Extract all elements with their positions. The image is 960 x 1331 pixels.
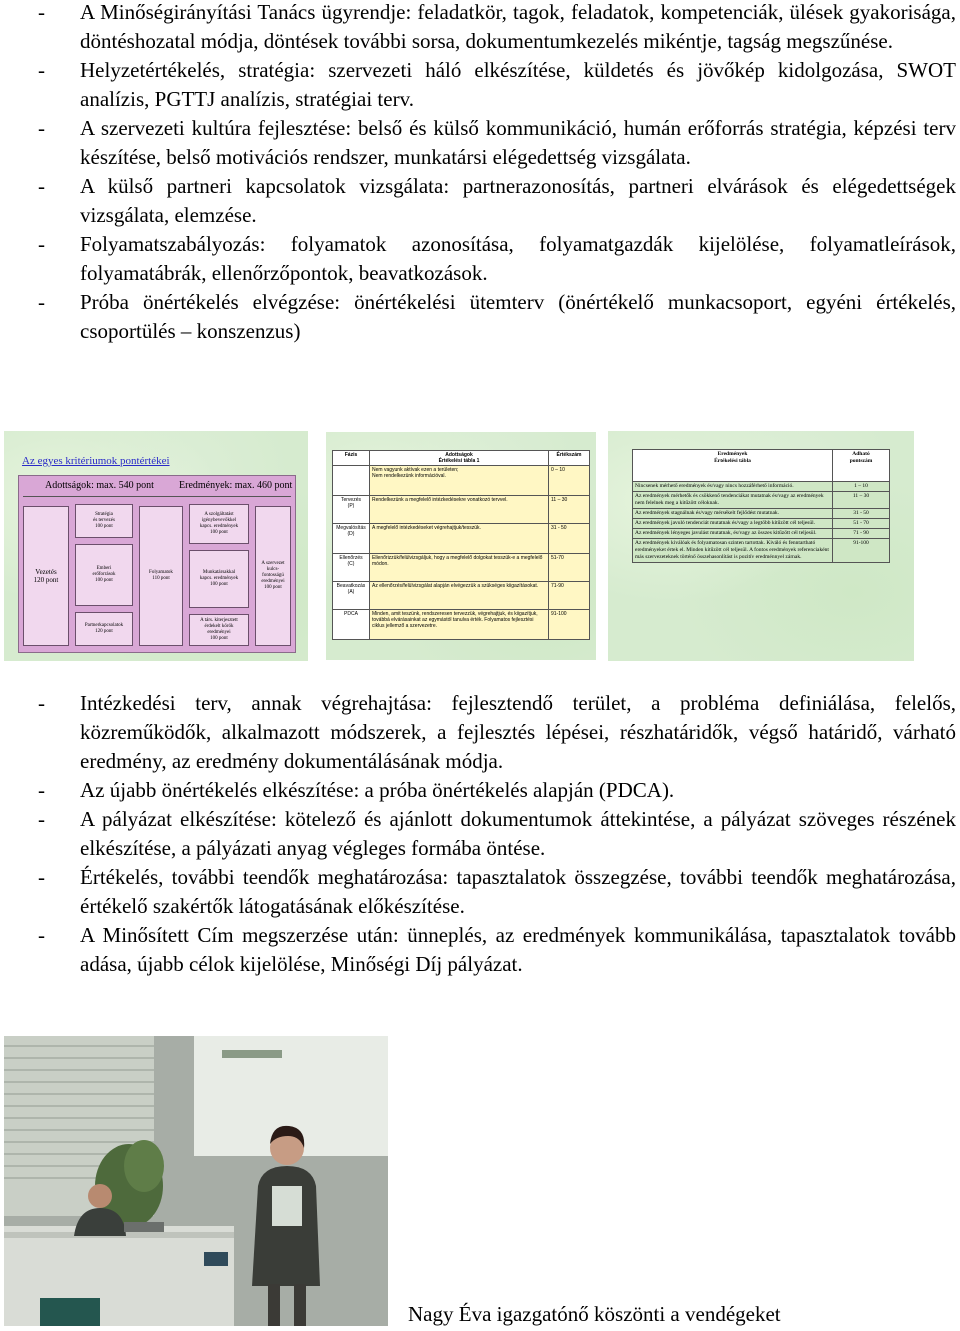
list-item: - Intézkedési terv, annak végrehajtása: fejlesztendő terület, a probléma definiálása, felelős, közreműködők, alkalmazott módszerek, a fejlesztés lépései, részhatáridők, végső határidő, várható eredmény, az eredmény dokumentálásának módja. (38, 691, 956, 773)
list-item: - A Minősített Cím megszerzése után: ünneplés, az eredmények kommunikálása, tapasztalatok tovább adása, újabb célok kijelölése, Minőségi Díj pályázat. (38, 923, 956, 976)
criterion-box: Vezetés 120 pont (23, 506, 69, 646)
list-item: - A külső partneri kapcsolatok vizsgálata: partnerazonosítás, partneri elvárások és elégedettségek vizsgálata, elemzése. (38, 174, 956, 227)
dash-marker: - (38, 691, 45, 715)
table-row: Megvalósítás (D) A megfelelő intézkedéseket végrehajtjuk/tesszük. 31 - 50 (333, 524, 590, 554)
dash-marker: - (38, 778, 45, 802)
list-item: - Helyzetértékelés, stratégia: szervezeti háló elkészítése, küldetés és jövőkép kidolgozása, SWOT analízis, PGTTJ analízis, stratégiai terv. (38, 58, 956, 111)
results-heading: Eredmények: max. 460 pont (179, 480, 293, 491)
enablers-evaluation-slide (326, 432, 596, 660)
criterion-box: A társ. kiterjesztett érdekelt körök eredményei 100 pont (189, 614, 249, 646)
bullet-list-top (36, 0, 956, 346)
dash-marker: - (38, 116, 45, 140)
enablers-table (332, 450, 590, 640)
dash-marker: - (38, 174, 45, 198)
table-row: Nem vagyunk aktívak ezen a területen; Nem rendelkezünk információval. 0 – 10 (333, 466, 590, 496)
criterion-box: Munkatársakkal kapcs. eredmények 100 pont (189, 550, 249, 608)
table-header-row: Fázis Adottságok Értékelési tábla 1 Értékszám (333, 451, 590, 466)
dash-marker: - (38, 865, 45, 889)
photo-caption: Nagy Éva igazgatónő köszönti a vendégeket (408, 1302, 781, 1326)
list-item: - Értékelés, további teendők meghatározása: tapasztalatok összegzése, további teendők meghatározása, értékelő szakértők látogatásának előkészítése. (38, 865, 956, 918)
photo-illustration (4, 1036, 388, 1326)
event-photo (4, 1036, 388, 1326)
criterion-box: Stratégia és tervezés 100 pont (75, 504, 133, 538)
table-row: Az eredmények stagnálnak és/vagy mérsékelt fejlődést mutatnak. 31 - 50 (633, 509, 890, 519)
list-item: - Próba önértékelés elvégzése: önértékelési ütemterv (önértékelő munkacsoport, egyéni értékelés, csoportülés – konszenzus) (38, 290, 956, 343)
criterion-box: A szervezet kulcs- fontosságú eredményei 100 pont (255, 506, 291, 646)
criterion-box: Partnerkapcsolatok 120 pont (75, 612, 133, 646)
list-item: - A szervezeti kultúra fejlesztése: belső és külső kommunikáció, humán erőforrás stratégia, képzési terv készítése, belső motivációs rendszer, munkatársi elégedettség vizsgálata. (38, 116, 956, 169)
enablers-heading: Adottságok: max. 540 pont (45, 480, 154, 491)
table-row: Tervezés (P) Rendelkezünk a megfelelő intézkedésekre vonatkozó tervvel. 11 – 30 (333, 496, 590, 524)
dash-marker: - (38, 0, 45, 24)
table-row: PDCA Minden, amit teszünk, rendszeresen tervezzük, végrehajtjuk, és kiigazítjuk, továbbá elvárásainkat az egymástól tanulva érték. Folyamatos fejlesztési ciklus jellemző a szervezetre. 91-100 (333, 610, 590, 640)
criterion-box: A szolgáltatást igénybevevőkkel kapcs. eredmények 100 pont (189, 504, 249, 544)
list-item: - A Minőségirányítási Tanács ügyrendje: feladatkör, tagok, feladatok, kompetenciák, ülések gyakorisága, döntéshozatal módja, döntések további sorsa, dokumentumkezelés mikéntje, tagság megszűnése. (38, 0, 956, 53)
list-item: - Folyamatszabályozás: folyamatok azonosítása, folyamatgazdák kijelölése, folyamatleírások, folyamatábrák, ellenőrzőpontok, beavatkozások. (38, 232, 956, 285)
results-evaluation-slide (608, 431, 914, 661)
table-row: Ellenőrzés (C) Ellenőrizzük/felülvizsgáljuk, hogy a megfelelő dolgokat tesszük-e a megfelelő módon. 51-70 (333, 554, 590, 582)
table-row: Az eredmények kiválóak és folyamatosan szinten tartottak. Kiváló és fenntartható eredményeket értek el. Minden kitűzött cél teljesül. A fontos eredmények referenciaként más szervezeteknek történő összehasonlítást is pozitív eredménnyel zárnak. 91-100 (633, 539, 890, 563)
slide-title: Az egyes kritériumok pontértékei (22, 455, 170, 467)
dash-marker: - (38, 232, 45, 256)
table-row: Az eredmények lényeges javulást mutatnak, és/vagy az összes kitűzött cél teljesül. 71 - 90 (633, 529, 890, 539)
criteria-panel (18, 475, 296, 653)
criterion-box: Folyamatok 110 pont (139, 506, 183, 646)
table-row: Beavatkozás (A) Az ellenőrzés/felülvizsgálat alapján elvégezzük a szükséges kiigazításokat. 71-90 (333, 582, 590, 610)
table-row: Az eredmények javuló tendenciát mutatnak és/vagy a legtöbb kitűzött cél teljesül. 51 - 70 (633, 519, 890, 529)
criterion-box: Emberi erőforrások 100 pont (75, 544, 133, 606)
results-table (632, 449, 890, 563)
dash-marker: - (38, 923, 45, 947)
table-header-row: Eredmények Értékelési tábla Adható pontszám (633, 450, 890, 482)
criteria-points-slide (4, 431, 308, 661)
table-row: Az eredmények mérhetők és csökkenő tendenciákat mutatnak és/vagy az eredmények nem felelnek meg a kitűzött céloknak. 11 – 30 (633, 492, 890, 509)
table-row: Nincsenek mérhető eredmények és/vagy nincs hozzáférhető információ. 1 – 10 (633, 482, 890, 492)
list-item: - A pályázat elkészítése: kötelező és ajánlott dokumentumok áttekintése, a pályázat szöveges részének elkészítése, a pályázati anyag végleges formába öntése. (38, 807, 956, 860)
dash-marker: - (38, 58, 45, 82)
bullet-list-bottom (36, 689, 956, 979)
dash-marker: - (38, 807, 45, 831)
dash-marker: - (38, 290, 45, 314)
list-item: - Az újabb önértékelés elkészítése: a próba önértékelés alapján (PDCA). (36, 776, 956, 805)
